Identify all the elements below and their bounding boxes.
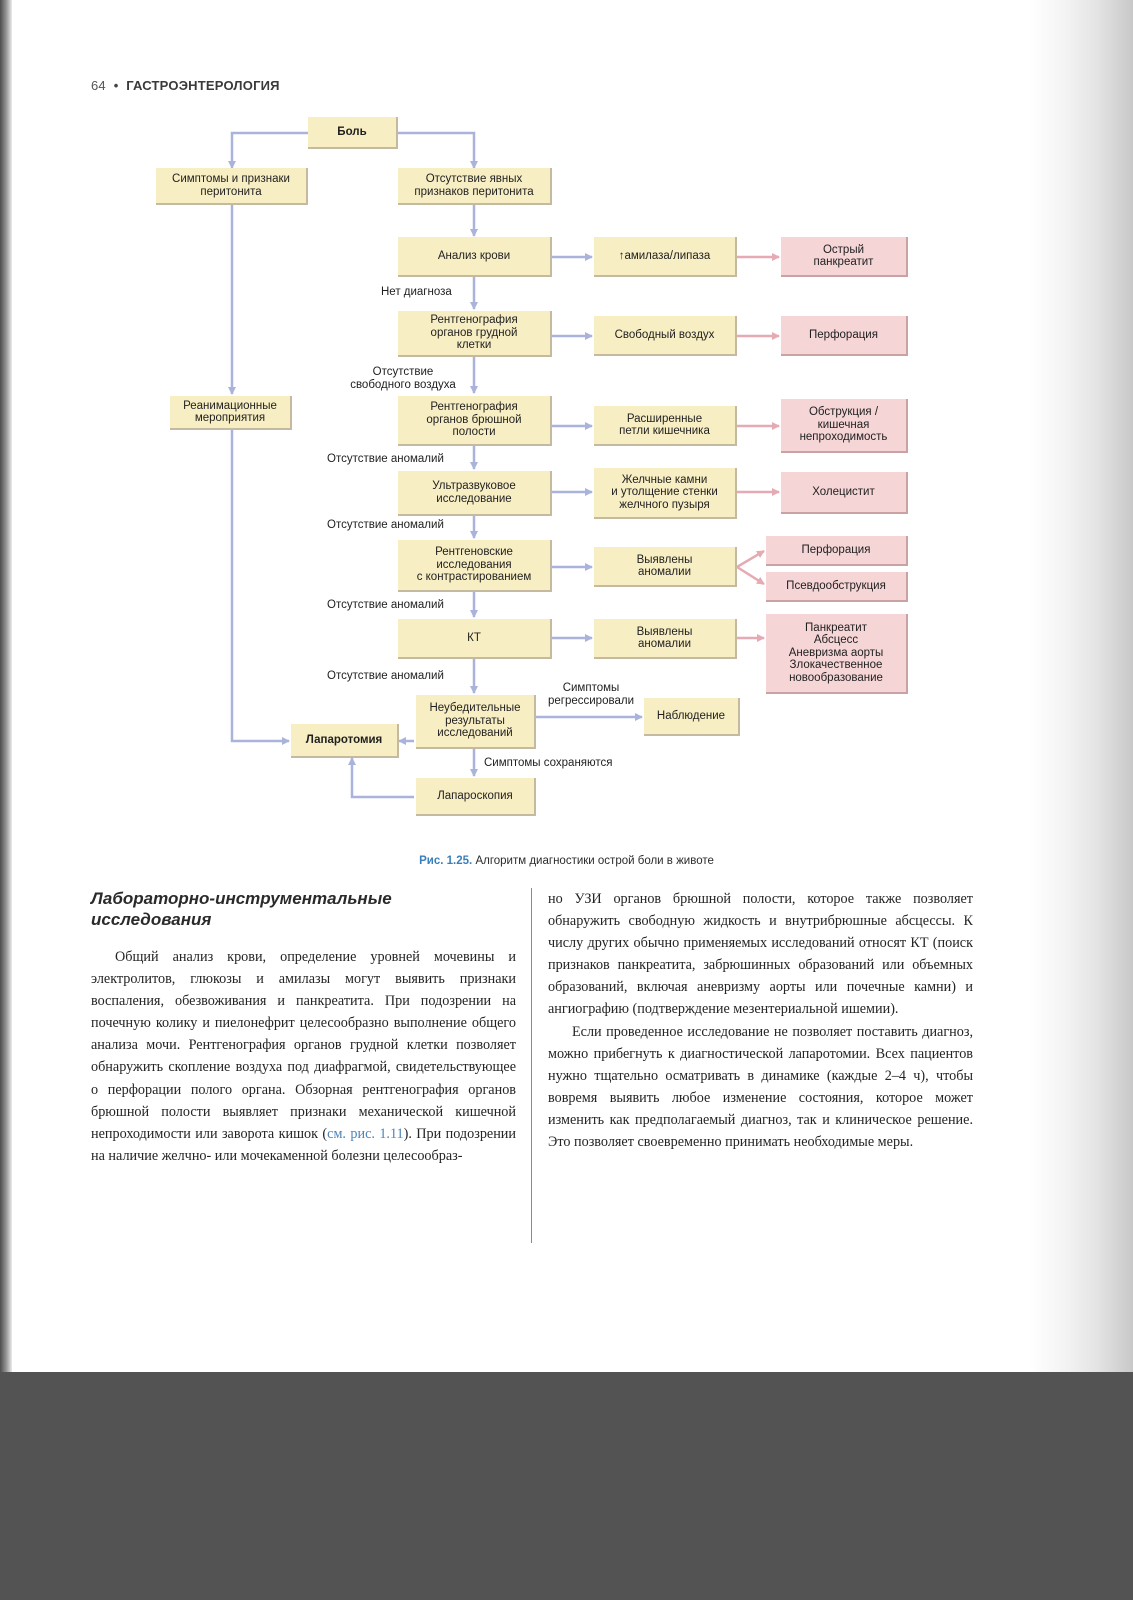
paragraph-text: Общий анализ крови, определение уровней мочевины и электролитов, глюкозы и амилазы могут выявить признаки воспаления, обезвоживания и панкреатита. При подозрении на почечную колику и пиелонефрит целесообразно выполнение общего анализа мочи. Рентгенография органов грудной клетки позволяет обнаружить скопление воздуха под диафрагмой, свидетельствующее о перфорации полого органа. Обзорная рентгенография органов брюшной полости выявляет признаки механической кишечной непроходимости или заворота кишок ( (91, 949, 516, 1142)
head-separator: • (113, 78, 119, 93)
node-anomalies-2: Выявлены аномалии (594, 619, 737, 659)
node-pseudo-obstruction: Псевдообструкция (766, 572, 908, 602)
node-laparotomy: Лапаротомия (291, 724, 399, 758)
label-no-anomalies-3: Отсутствие аномалий (327, 599, 444, 611)
node-resuscitation: Реанимационные мероприятия (170, 396, 292, 430)
node-inconclusive: Неубедительные результаты исследований (416, 695, 536, 749)
section-title: Лабораторно-инструментальные исследования (91, 889, 392, 929)
edge-pain-to-peritonitis (232, 133, 308, 168)
edge-pain-to-no-peritonitis (398, 133, 474, 168)
figure-caption (0, 855, 1133, 867)
node-abdominal-xray: Рентгенография органов брюшной полости (398, 396, 552, 446)
scan-dark-background (0, 1372, 1133, 1600)
node-observation: Наблюдение (644, 698, 740, 736)
label-no-anomalies-2: Отсутствие аномалий (327, 519, 444, 531)
label-no-anomalies-4: Отсутствие аномалий (327, 670, 444, 682)
node-anomalies-1: Выявлены аномалии (594, 547, 737, 587)
edge-laparoscopy-to-laparotomy (352, 758, 414, 797)
edge-resuscitation-to-laparotomy (232, 430, 289, 741)
node-ultrasound: Ультразвуковое исследование (398, 471, 552, 516)
node-ct-findings: Панкреатит Абсцесс Аневризма аорты Злокачественное новообразование (766, 614, 908, 694)
node-blood-test: Анализ крови (398, 237, 552, 277)
node-obstruction: Обструкция / кишечная непроходимость (781, 399, 908, 453)
page-number: 64 (91, 78, 106, 93)
node-dilated-loops: Расширенные петли кишечника (594, 406, 737, 446)
label-symptoms-regressed: Симптомы регрессировали (547, 682, 634, 707)
label-no-diagnosis: Нет диагноза (381, 286, 452, 298)
section-name: ГАСТРОЭНТЕРОЛОГИЯ (126, 78, 280, 93)
body-paragraph (91, 946, 516, 1167)
node-laparoscopy: Лапароскопия (416, 778, 536, 816)
node-acute-pancreatitis: Острый панкреатит (781, 237, 908, 277)
figure-reference-link[interactable]: см. рис. 1.11 (327, 1125, 404, 1142)
label-no-free-air: Отсутствие свободного воздуха (350, 366, 456, 391)
paragraph-text-tail: ). При подозрении на наличие желчно- или мочекаменной болезни целесообраз- (91, 1125, 516, 1164)
node-pain: Боль (308, 117, 398, 149)
node-chest-xray: Рентгенография органов грудной клетки (398, 311, 552, 357)
column-divider (531, 888, 532, 1243)
node-free-air: Свободный воздух (594, 316, 737, 356)
label-symptoms-persist: Симптомы сохраняются (484, 757, 613, 769)
edge-anomalies-to-perforation (737, 551, 764, 567)
node-amylase: ↑амилаза/липаза (594, 237, 737, 277)
node-no-peritonitis: Отсутствие явных признаков перитонита (398, 168, 552, 205)
node-peritonitis-signs: Симптомы и признаки перитонита (156, 168, 308, 205)
edge-anomalies-to-pseudo (737, 567, 764, 584)
node-gallstones: Желчные камни и утолщение стенки желчного пузыря (594, 468, 737, 519)
body-paragraph: Если проведенное исследование не позволяет поставить диагноз, можно прибегнуть к диагностической лапаротомии. Всех пациентов нужно тщательно осматривать в динамике (каждые 2–4 ч), чтобы вовремя выявить любое изменение состояния, которое может изменить как предполагаемый диагноз, так и клиническое решение. Это позволяет своевременно принимать необходимые меры. (548, 1023, 973, 1151)
figure-number: Рис. 1.25. (419, 855, 473, 867)
node-contrast-xray: Рентгеновские исследования с контрастированием (398, 540, 552, 592)
figure-caption-text: Алгоритм диагностики острой боли в животе (475, 855, 714, 867)
body-column-right (548, 888, 973, 1153)
node-ct: КТ (398, 619, 552, 659)
body-column-left (91, 946, 516, 1167)
node-perforation-2: Перфорация (766, 536, 908, 566)
label-no-anomalies-1: Отсутствие аномалий (327, 453, 444, 465)
node-perforation-1: Перфорация (781, 316, 908, 356)
body-paragraph-continued: но УЗИ органов брюшной полости, которое также позволяет обнаружить свободную жидкость и внутрибрюшные абсцессы. К числу других обычно применяемых исследований относят КТ (поиск признаков панкреатита, забрюшинных образований или объемных образований, включая аневризму аорты или почечные камни) и ангиографию (подтверждение мезентериальной ишемии). (548, 891, 973, 1018)
node-cholecystitis: Холецистит (781, 472, 908, 514)
